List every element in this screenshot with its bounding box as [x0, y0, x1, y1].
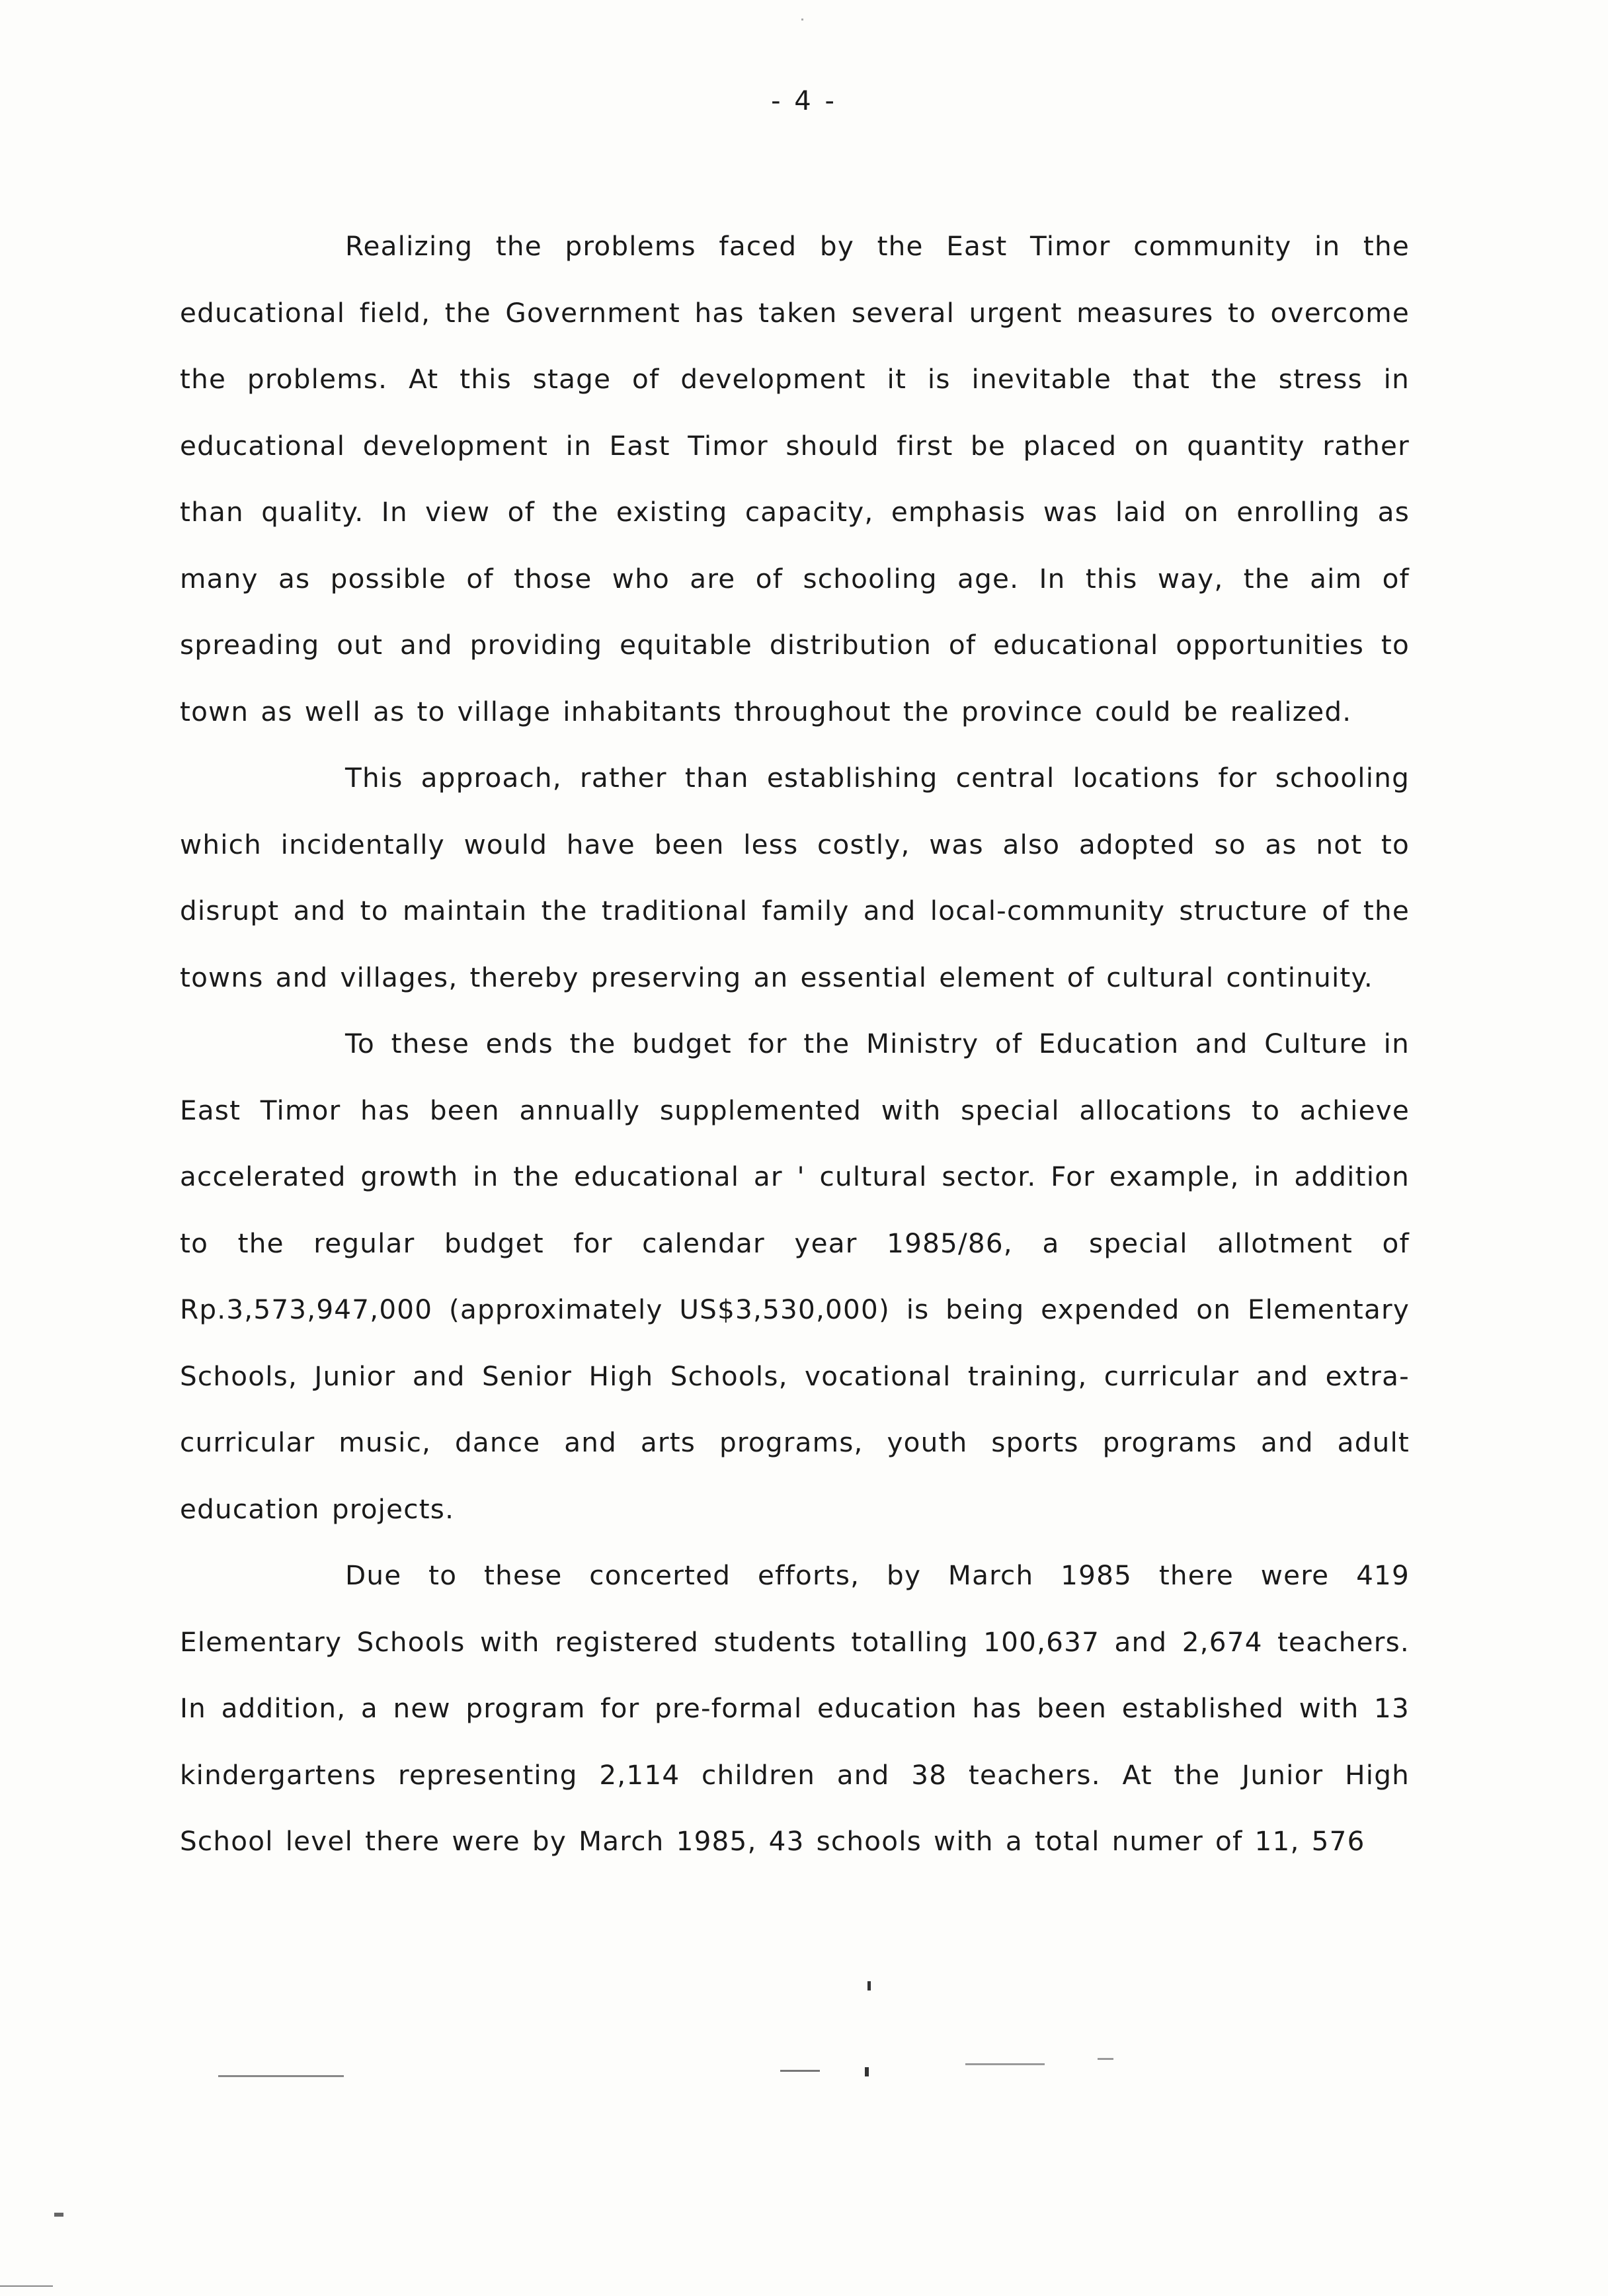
scan-speck	[0, 2285, 53, 2287]
paragraph-1: Realizing the problems faced by the East Timor community in the educational field, the Government has taken several urgent measures to overcome the problems. At this stage of development it is inevitable that the stress in educational development in East Timor should first be placed on quantity rather than quality. In view of the existing capacity, emphasis was laid on enrolling as many as possible of those who are of schooling age. In this way, the aim of spreading out and providing equitable distribution of educational opportunities to town as well as to village inhabitants throughout the province could be realized.	[180, 230, 1410, 727]
scan-speck	[965, 2063, 1045, 2065]
scan-speck	[54, 2213, 63, 2217]
scan-speck	[801, 19, 803, 20]
scan-speck	[865, 2067, 869, 2076]
paragraph-3: To these ends the budget for the Ministry of Education and Culture in East Timor has been annually supplemented with special allocations to achieve accelerated growth in the educational ar ' cultural sector. For example, in addition to the regular budget for calendar year 1985/86, a special allotment of Rp.3,573,947,000 (approximately US$3,530,000) is being expended on Elementary Schools, Junior and Senior High Schools, vocational training, curricular and extra-curricular music, dance and arts programs, youth sports programs and adult education projects.	[180, 1028, 1410, 1525]
body-text	[180, 213, 1410, 1875]
paragraph-2: This approach, rather than establishing central locations for schooling which incidentally would have been less costly, was also adopted so as not to disrupt and to maintain the traditional family and local-community structure of the towns and villages, thereby preserving an essential element of cultural continuity.	[180, 762, 1410, 993]
scan-speck	[780, 2070, 820, 2072]
scan-speck	[867, 1981, 871, 1990]
paragraph-4: Due to these concerted efforts, by March 1985 there were 419 Elementary Schools with registered students totalling 100,637 and 2,674 teachers. In addition, a new program for pre-formal education has been established with 13 kindergartens representing 2,114 children and 38 teachers. At the Junior High School level there were by March 1985, 43 schools with a total numer of 11, 576	[180, 1559, 1410, 1857]
page-number: - 4 -	[771, 86, 837, 116]
scan-speck	[218, 2075, 344, 2077]
scan-speck	[1098, 2058, 1113, 2060]
